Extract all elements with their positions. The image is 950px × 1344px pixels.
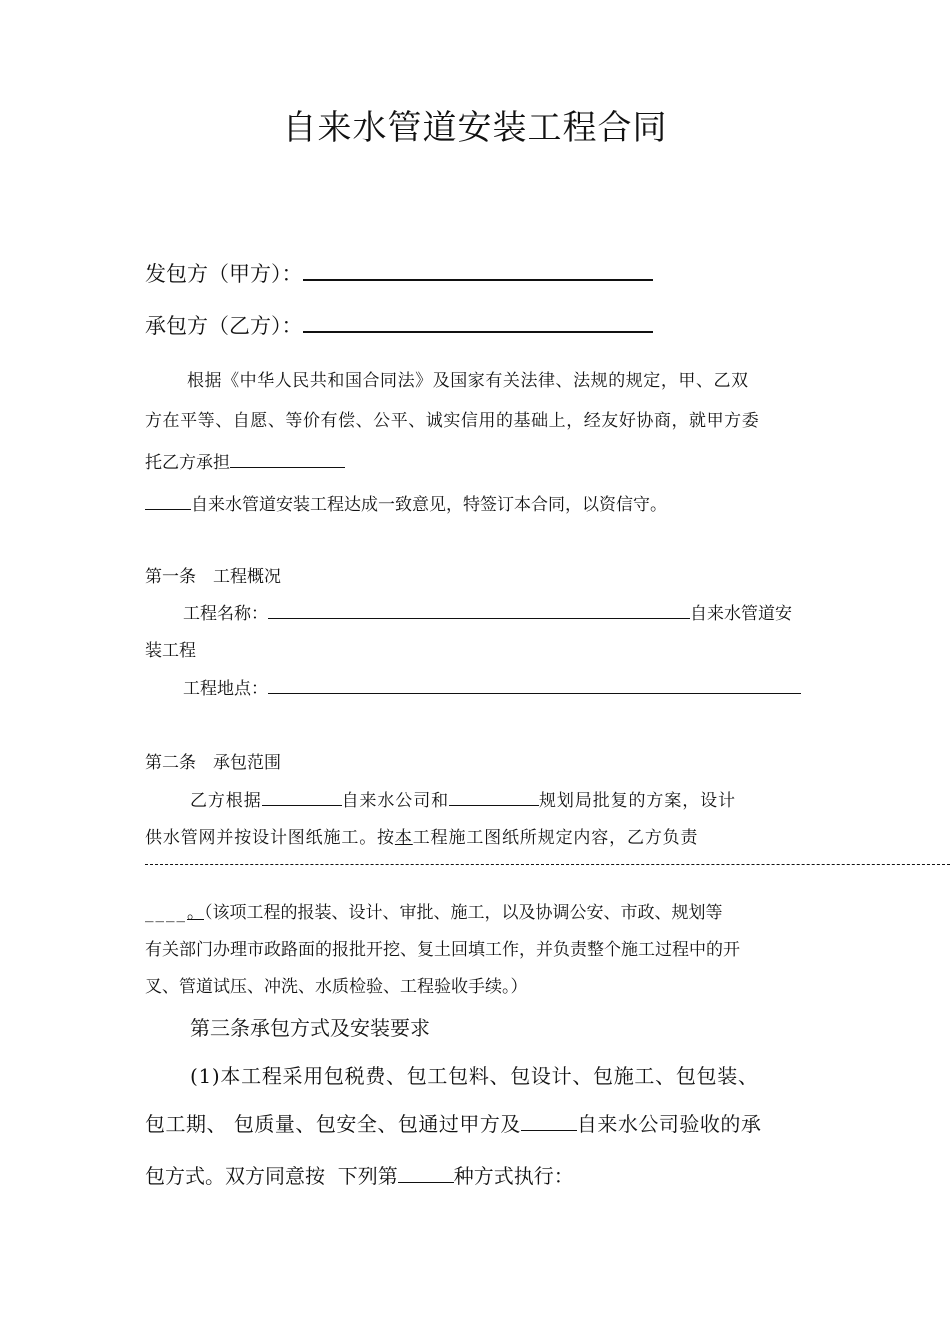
article-3-line-1: (1)本工程采用包税费、包工包料、包设计、包施工、包包装、: [190, 1064, 759, 1088]
party-b-blank: [303, 311, 653, 333]
project-name-label: 工程名称：: [183, 604, 268, 624]
article-2-line-1-a: 乙方根据: [190, 791, 262, 811]
preamble-line-3: [145, 448, 345, 473]
article-2-line-2-a: 供水管网并按设计图纸施工。按: [145, 828, 395, 848]
project-name-line: [183, 599, 792, 624]
preamble-line-3-text: 托乙方承担: [145, 453, 230, 473]
preamble-line-1: 根据《中华人民共和国合同法》及国家有关法律、法规的规定，甲、乙双: [187, 371, 749, 391]
article-2-line-5: 叉、管道试压、冲洗、水质检验、工程验收手续。）: [145, 977, 528, 997]
article-2-line-2: [145, 823, 698, 848]
project-prefix-blank: [145, 493, 191, 510]
article-3-line-3-a: 包方式。双方同意按 下列第: [145, 1164, 398, 1188]
acceptance-company-blank: [521, 1112, 577, 1131]
page-title: 自来水管道安装工程合同: [282, 108, 668, 148]
party-a-blank: [303, 259, 653, 281]
project-location-line: [183, 674, 801, 699]
article-2-line-2-c: 工程施工图纸所规定内容，乙方负责: [412, 828, 699, 848]
project-name-blank: [268, 602, 690, 619]
project-name-continued: 装工程: [145, 641, 196, 661]
article-3-line-2-b: 自来水公司验收的承: [576, 1112, 762, 1136]
scope-dashed-end: ____: [145, 903, 187, 923]
article-3-line-3-b: 种方式执行：: [453, 1164, 574, 1188]
article-3-heading: 第三条承包方式及安装要求: [190, 1016, 430, 1040]
party-b-line: [145, 310, 653, 340]
article-3-line-2-a: 包工期、 包质量、包安全、包通过甲方及: [145, 1112, 521, 1136]
party-a-line: [145, 258, 653, 288]
party-b-label: 承包方（乙方）：: [145, 314, 303, 338]
article-2-line-1-c: 规划局批复的方案，设计: [539, 791, 736, 811]
article-3-line-2: [145, 1108, 761, 1137]
party-a-label: 发包方（甲方）：: [145, 262, 303, 286]
project-location-blank: [268, 677, 801, 694]
preamble-line-2: 方在平等、自愿、等价有偿、公平、诚实信用的基础上，经友好协商，就甲方委: [145, 411, 760, 431]
article-2-line-1: [190, 786, 736, 811]
water-company-blank: [262, 789, 342, 806]
article-2-line-3-text: （该项工程的报装、设计、审批、施工，以及协调公安、市政、规划等: [204, 903, 723, 923]
article-2-line-3: [145, 898, 723, 923]
article-2-line-1-b: 自来水公司和: [341, 791, 450, 811]
method-number-blank: [398, 1164, 454, 1183]
project-name-suffix: 自来水管道安: [690, 604, 792, 624]
planning-bureau-blank: [449, 789, 539, 806]
article-2-line-4: 有关部门办理市政路面的报批开挖、复土回填工作，并负责整个施工过程中的开: [145, 940, 740, 960]
entrusted-project-blank: [230, 451, 345, 468]
article-2-line-2-b: 本: [394, 828, 413, 848]
scope-dashed-blank: [145, 864, 950, 865]
article-3-line-3: [145, 1160, 574, 1189]
article-1-heading: 第一条 工程概况: [145, 567, 281, 587]
article-2-heading: 第二条 承包范围: [145, 753, 281, 773]
project-location-label: 工程地点：: [183, 679, 268, 699]
preamble-line-4: [145, 490, 667, 515]
scope-period: 。: [187, 903, 204, 923]
preamble-line-4-text: 自来水管道安装工程达成一致意见，特签订本合同，以资信守。: [191, 495, 667, 515]
